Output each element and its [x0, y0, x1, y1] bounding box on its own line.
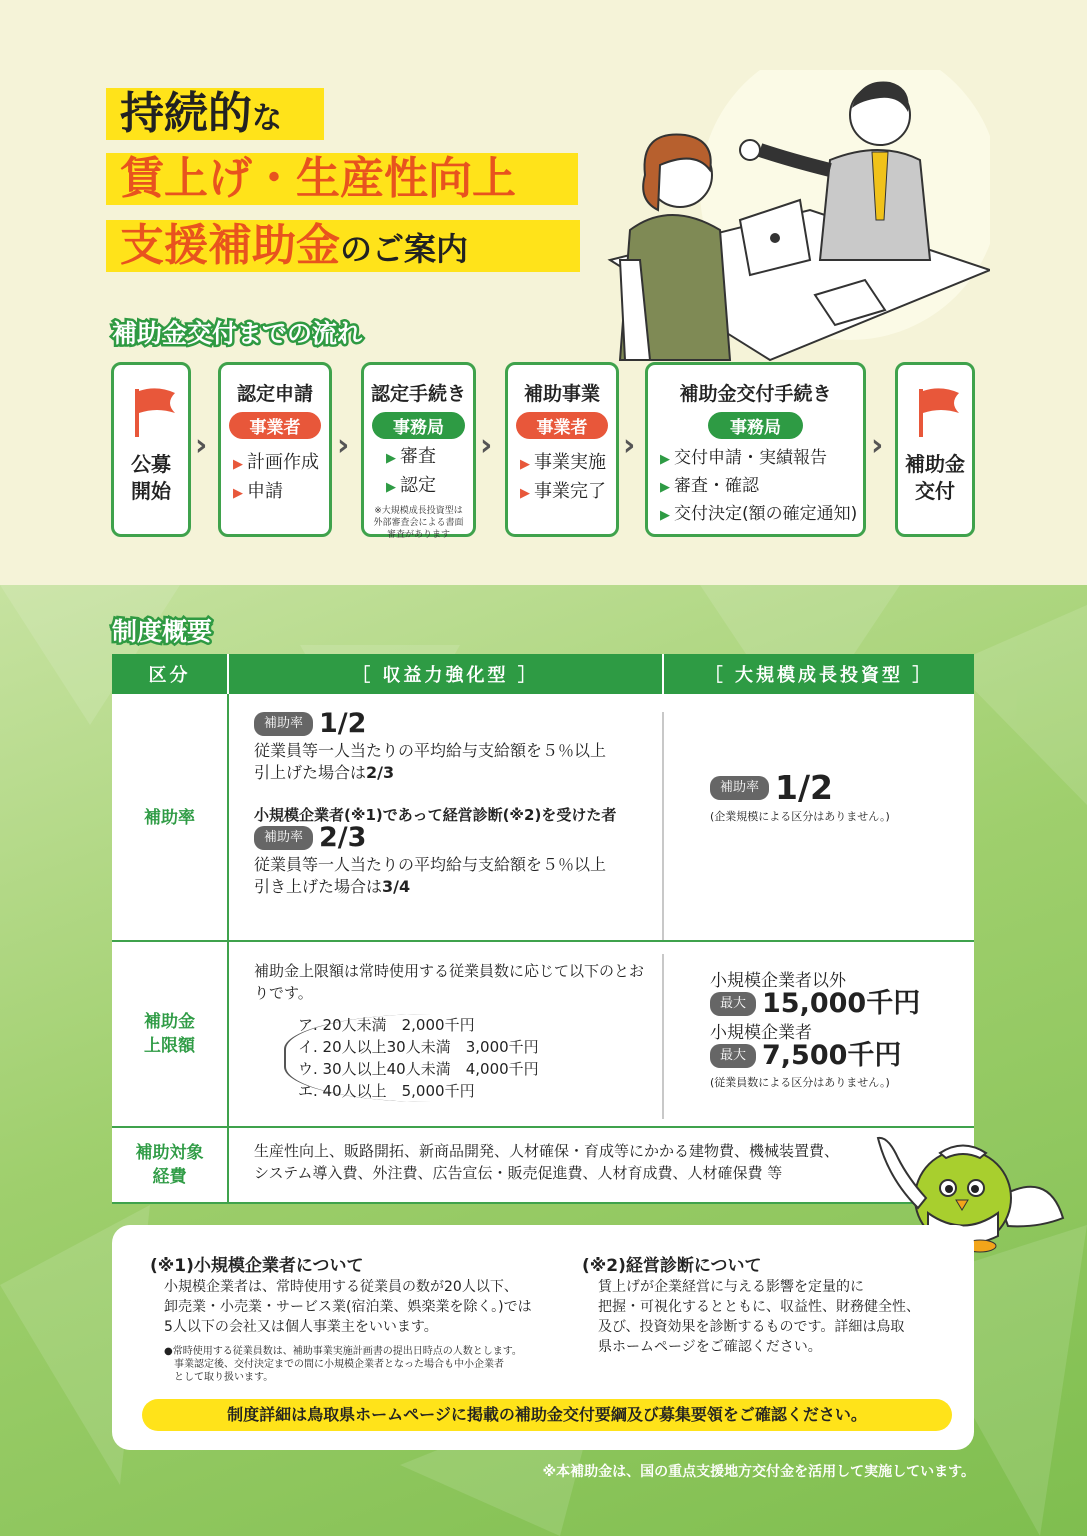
title-line-3: 支援補助金のご案内 — [106, 220, 580, 272]
flow-arrow-icon: › — [195, 428, 208, 463]
rate-tag: 補助率 — [710, 776, 769, 800]
actor-badge: 事務局 — [372, 412, 466, 439]
flow-arrow-icon: › — [623, 428, 636, 463]
footnote: ※本補助金は、国の重点支援地方交付金を活用して実施しています。 — [542, 1464, 975, 1480]
header-category: 区分 — [112, 654, 227, 694]
row-label-cap: 補助金 上限額 — [112, 942, 227, 1126]
triangle-icon: ▶ — [386, 451, 396, 466]
actor-badge: 事務局 — [708, 412, 803, 439]
flow-arrow-icon: › — [337, 428, 350, 463]
note1-body: 小規模企業者は、常時使用する従業員の数が20人以下、 卸売業・小売業・サービス業(宿泊業、娯楽業を除く。)では 5人以下の会社又は個人事業主をいいます。 — [164, 1279, 532, 1335]
details-banner: 制度詳細は鳥取県ホームページに掲載の補助金交付要綱及び募集要領をご確認ください。 — [142, 1399, 952, 1431]
triangle-icon: ▶ — [233, 457, 243, 472]
triangle-icon: ▶ — [660, 480, 670, 495]
row-label-expense: 補助対象 経費 — [112, 1128, 227, 1202]
flow-step-project — [505, 362, 619, 537]
step-item: ▶ 計画作成 — [233, 452, 319, 473]
rate-tag: 補助率 — [254, 826, 313, 850]
flow-arrow-icon: › — [480, 428, 493, 463]
step-heading: 補助事業 — [523, 383, 600, 405]
actor-badge: 事業者 — [229, 412, 322, 439]
step-item: ▶ 事業完了 — [520, 481, 606, 502]
header-profit-type: ［ 収益力強化型 ］ — [229, 654, 662, 694]
note1-small: ●常時使用する従業員数は、補助事業実施計画書の提出日時点の人数とします。 事業認定後、交付決定までの間に小規模企業者となった場合も中小企業者 として取り扱います。 — [164, 1346, 522, 1383]
note1-title: (※1)小規模企業者について — [150, 1256, 364, 1276]
step-note: ※大規模成長投資型は外部審査会による書面審査があります — [373, 506, 464, 540]
divider — [112, 1126, 974, 1128]
max-tag: 最大 — [710, 992, 756, 1016]
divider — [112, 1202, 974, 1204]
note2-title: (※2)経営診断について — [582, 1256, 762, 1276]
flow-end-box — [895, 362, 975, 537]
flow-start-box — [111, 362, 191, 537]
cap-profit-cell: 補助金上限額は常時使用する従業員数に応じて以下のとおりです。 ア. 20人未満 2,000千円 イ. 20人以上30人未満 3,000千円 ウ. 30人以上40人未満 4,000千円 エ. 40人以上 5,000千円 — [254, 960, 654, 1102]
step-item: ▶ 申請 — [233, 481, 283, 502]
rate-tag: 補助率 — [254, 712, 313, 736]
title-line-1: 持続的な — [106, 88, 324, 140]
step-heading: 認定手続き — [370, 383, 466, 405]
note2-body: 賃上げが企業経営に与える影響を定量的に 把握・可視化するとともに、収益性、財務健全性、 及び、投資効果を診断するものです。詳細は鳥取 県ホームページをご確認ください。 — [598, 1279, 920, 1355]
flow-end-label: 補助金 交付 — [905, 452, 965, 503]
red-flag-icon — [121, 381, 181, 441]
rate-large-cell: 補助率 1/2 (企業規模による区分はありません。) — [710, 768, 890, 823]
expense-cell: 生産性向上、販路開拓、新商品開発、人材確保・育成等にかかる建物費、機械装置費、 システム導入費、外注費、広告宣伝・販売促進費、人材育成費、人材確保費 等 — [254, 1142, 840, 1182]
triangle-icon: ▶ — [520, 486, 530, 501]
triangle-icon: ▶ — [386, 480, 396, 495]
step-item: ▶ 認定 — [386, 475, 436, 496]
flow-step-application — [218, 362, 332, 537]
step-item: ▶ 交付決定(額の確定通知) — [660, 504, 858, 524]
triangle-icon: ▶ — [233, 486, 243, 501]
step-item: ▶ 事業実施 — [520, 452, 606, 473]
overview-title: 制度概要 — [112, 617, 213, 646]
step-item: ▶ 審査・確認 — [660, 476, 759, 496]
step-heading: 補助金交付手続き — [679, 383, 832, 405]
flow-step-grant-procedure — [645, 362, 866, 537]
divider — [112, 940, 974, 942]
divider — [662, 954, 664, 1119]
notes-box — [112, 1225, 974, 1450]
red-flag-icon — [905, 381, 965, 441]
triangle-icon: ▶ — [520, 457, 530, 472]
rate-profit-cell: 補助率 1/2 従業員等一人当たりの平均給与支給額を５％以上 引上げた場合は2/3 小規模企業者(※1)であって経営診断(※2)を受けた者 補助率 2/3 従業員等一人当たりの平均給与支給額を５％以上 引き上げた場合は3/4 — [254, 708, 617, 896]
flow-arrow-icon: › — [871, 428, 884, 463]
step-item: ▶ 審査 — [386, 446, 436, 467]
max-tag: 最大 — [710, 1044, 756, 1068]
divider — [662, 712, 664, 942]
consultation-illustration — [600, 70, 990, 370]
title-line-2: 賃上げ・生産性向上 — [106, 153, 578, 205]
row-label-rate: 補助率 — [112, 696, 227, 940]
cap-large-cell: 小規模企業者以外 最大 15,000千円 小規模企業者 最大 7,500千円 (従業員数による区分はありません。) — [710, 971, 921, 1089]
overview-table — [112, 654, 974, 1204]
step-heading: 認定申請 — [236, 383, 313, 405]
triangle-icon: ▶ — [660, 452, 670, 467]
flow-step-certification — [361, 362, 476, 540]
flow-title: 補助金交付までの流れ — [112, 319, 363, 348]
actor-badge: 事業者 — [516, 412, 609, 439]
step-item: ▶ 交付申請・実績報告 — [660, 448, 827, 468]
triangle-icon: ▶ — [660, 508, 670, 523]
cap-list: ア. 20人未満 2,000千円 イ. 20人以上30人未満 3,000千円 ウ. 30人以上40人未満 4,000千円 エ. 40人以上 5,000千円 — [284, 1014, 654, 1102]
flow-start-label: 公募 開始 — [131, 452, 171, 503]
header-large-type: ［ 大規模成長投資型 ］ — [664, 654, 974, 694]
